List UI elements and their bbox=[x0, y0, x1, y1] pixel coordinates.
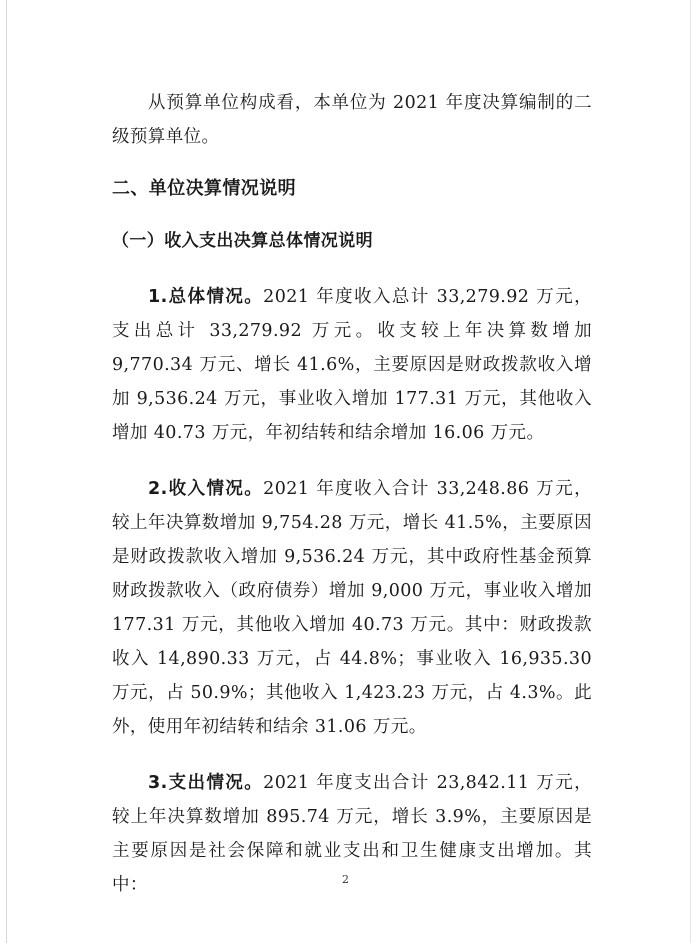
paragraph-overall bbox=[112, 280, 592, 450]
paragraph-body: 2021 年度收入合计 33,248.86 万元，较上年决算数增加 9,754.28 万元，增长 41.5%，主要原因是财政拨款收入增加 9,536.24 万元，其中政府性基金预算财政拨款收入（政府债券）增加 9,000 万元，事业收入增加 177.31 万元，其他收入增加 40.73 万元。其中：财政拨款收入 14,890.33 万元，占 44.8%；事业收入 16,935.30 万元，占 50.9%；其他收入 1,423.23 万元，占 4.3%。此外，使用年初结转和结余 31.06 万元。 bbox=[112, 479, 592, 737]
page-number: 2 bbox=[342, 873, 349, 886]
paragraph-lead: 1.总体情况。 bbox=[148, 287, 264, 307]
intro-paragraph: 从预算单位构成看，本单位为 2021 年度决算编制的二级预算单位。 bbox=[112, 93, 592, 147]
paragraph-body: 2021 年度支出合计 23,842.11 万元，较上年决算数增加 895.74 万元，增长 3.9%，主要原因是主要原因是社会保障和就业支出和卫生健康支出增加。其中： bbox=[112, 773, 592, 895]
paragraph-body: 2021 年度收入总计 33,279.92 万元，支出总计 33,279.92 万元。收支较上年决算数增加 9,770.34 万元、增长 41.6%，主要原因是财政拨款收入增加 9,536.24 万元，事业收入增加 177.31 万元，其他收入增加 40.73 万元，年初结转和结余增加 16.06 万元。 bbox=[112, 287, 592, 443]
page-content bbox=[112, 86, 592, 902]
page-left-edge bbox=[6, 0, 7, 943]
subsection-title: （一）收入支出决算总体情况说明 bbox=[112, 231, 373, 251]
section-title: 二、单位决算情况说明 bbox=[112, 178, 296, 199]
paragraph-lead: 3.支出情况。 bbox=[148, 773, 264, 793]
paragraph-lead: 2.收入情况。 bbox=[148, 479, 264, 499]
paragraph-income bbox=[112, 472, 592, 744]
